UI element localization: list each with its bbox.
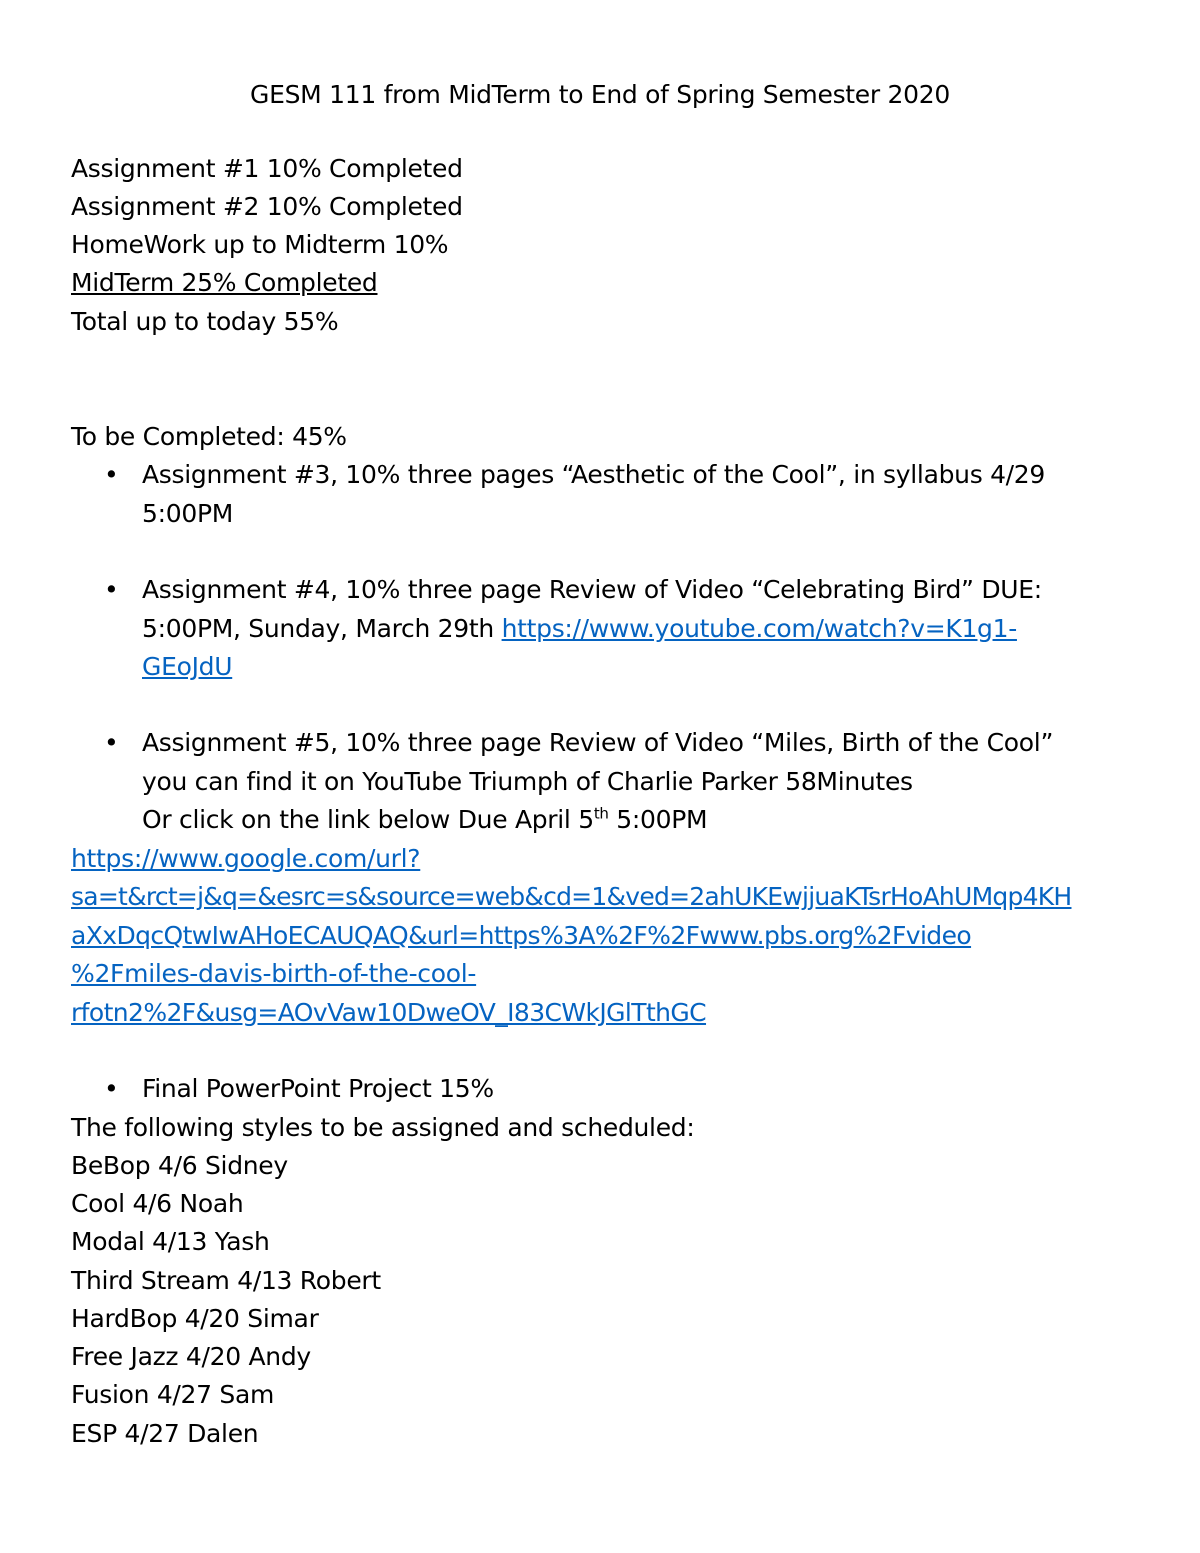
assignment-4-line-1: Assignment #4, 10% three page Review of Video “Celebrating Bird” DUE: — [142, 575, 1042, 604]
assignment-5-line-1: Assignment #5, 10% three page Review of Video “Miles, Birth of the Cool” — [142, 728, 1054, 757]
assignment-5-line-2: you can find it on YouTube Triumph of Charlie Parker 58Minutes — [142, 767, 913, 796]
bullet-icon: • — [104, 575, 119, 604]
completed-item-4: MidTerm 25% Completed — [71, 268, 378, 297]
google-link-line-4[interactable]: %2Fmiles-davis-birth-of-the-cool- — [71, 959, 477, 988]
assignment-5-due-time: 5:00PM — [608, 805, 708, 834]
google-link-line-2[interactable]: sa=t&rct=j&q=&esrc=s&source=web&cd=1&ved=2ahUKEwjjuaKTsrHoAhUMqp4KH — [71, 882, 1072, 911]
schedule-item: Modal 4/13 Yash — [71, 1227, 270, 1256]
completed-item-2: Assignment #2 10% Completed — [71, 192, 463, 221]
completed-item-3: HomeWork up to Midterm 10% — [71, 230, 449, 259]
ordinal-suffix: th — [593, 804, 609, 823]
bullet-icon: • — [104, 1074, 119, 1103]
schedule-item: BeBop 4/6 Sidney — [71, 1151, 288, 1180]
google-link-line-5[interactable]: rfotn2%2F&usg=AOvVaw10DweOV_I83CWkJGlTthGC — [71, 998, 707, 1027]
to-be-completed-heading: To be Completed: 45% — [71, 422, 347, 451]
schedule-item: Free Jazz 4/20 Andy — [71, 1342, 311, 1371]
final-project: Final PowerPoint Project 15% — [142, 1074, 494, 1103]
google-link-line-1[interactable]: https://www.google.com/url? — [71, 844, 421, 873]
schedule-item: HardBop 4/20 Simar — [71, 1304, 319, 1333]
document-title: GESM 111 from MidTerm to End of Spring Semester 2020 — [250, 80, 950, 109]
youtube-link[interactable]: https://www.youtube.com/watch?v=K1g1- — [501, 614, 1017, 643]
google-link-line-3[interactable]: aXxDqcQtwIwAHoECAUQAQ&url=https%3A%2F%2Fwww.pbs.org%2Fvideo — [71, 921, 972, 950]
assignment-3-line-2: 5:00PM — [142, 499, 233, 528]
schedule-item: Cool 4/6 Noah — [71, 1189, 244, 1218]
assignment-5-due-text: Or click on the link below Due April 5 — [142, 805, 594, 834]
youtube-link-continued[interactable]: GEoJdU — [142, 652, 233, 681]
bullet-icon: • — [104, 460, 119, 489]
schedule-item: Fusion 4/27 Sam — [71, 1380, 275, 1409]
schedule-heading: The following styles to be assigned and scheduled: — [71, 1113, 695, 1142]
assignment-4-due-text: 5:00PM, Sunday, March 29th — [142, 614, 502, 643]
assignment-4-line-2 — [142, 610, 1017, 648]
schedule-item: ESP 4/27 Dalen — [71, 1419, 259, 1448]
completed-item-1: Assignment #1 10% Completed — [71, 154, 463, 183]
assignment-5-line-3 — [142, 801, 707, 839]
bullet-icon: • — [104, 728, 119, 757]
schedule-item: Third Stream 4/13 Robert — [71, 1266, 381, 1295]
completed-total: Total up to today 55% — [71, 307, 339, 336]
assignment-3-line-1: Assignment #3, 10% three pages “Aesthetic of the Cool”, in syllabus 4/29 — [142, 460, 1046, 489]
